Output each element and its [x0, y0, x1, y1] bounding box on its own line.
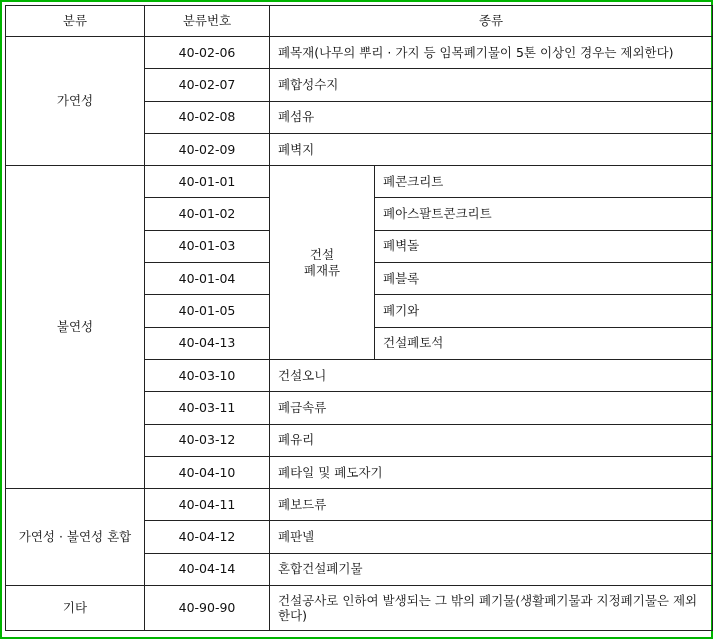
row-code: 40-02-06 — [145, 37, 270, 69]
group-combustible: 가연성 — [6, 37, 145, 166]
row-type: 폐금속류 — [270, 392, 713, 424]
construction-group-line-2: 폐재류 — [303, 262, 341, 278]
group-other: 기타 — [6, 586, 145, 631]
row-code: 40-02-07 — [145, 69, 270, 101]
row-code: 40-02-09 — [145, 133, 270, 165]
row-type: 폐블록 — [375, 263, 713, 295]
row-type: 폐목재(나무의 뿌리 · 가지 등 임목폐기물이 5톤 이상인 경우는 제외한다) — [270, 37, 713, 69]
row-type: 건설공사로 인하여 발생되는 그 밖의 폐기물(생활폐기물과 지정폐기물은 제외한다) — [270, 586, 713, 631]
row-code: 40-01-01 — [145, 166, 270, 198]
waste-classification-table — [5, 5, 713, 631]
row-code: 40-04-10 — [145, 456, 270, 488]
header-category: 분류 — [6, 6, 145, 37]
table-row — [6, 586, 713, 631]
row-type: 폐벽돌 — [375, 230, 713, 262]
row-code: 40-03-10 — [145, 359, 270, 391]
row-type: 혼합건설폐기물 — [270, 553, 713, 585]
row-code: 40-03-12 — [145, 424, 270, 456]
row-code: 40-01-04 — [145, 263, 270, 295]
row-code: 40-03-11 — [145, 392, 270, 424]
row-type: 폐섬유 — [270, 101, 713, 133]
group-incombustible: 불연성 — [6, 166, 145, 489]
row-code: 40-04-14 — [145, 553, 270, 585]
construction-group-line-1: 건설 — [309, 246, 335, 262]
header-row — [6, 6, 713, 37]
row-type: 폐콘크리트 — [375, 166, 713, 198]
table-row — [6, 489, 713, 521]
group-mixed: 가연성 · 불연성 혼합 — [6, 489, 145, 586]
row-code: 40-01-05 — [145, 295, 270, 327]
row-type: 폐판넬 — [270, 521, 713, 553]
row-type: 폐기와 — [375, 295, 713, 327]
header-type: 종류 — [270, 6, 713, 37]
row-type: 폐아스팔트콘크리트 — [375, 198, 713, 230]
row-type: 폐합성수지 — [270, 69, 713, 101]
row-type: 폐유리 — [270, 424, 713, 456]
table-row — [6, 37, 713, 69]
row-type: 건설폐토석 — [375, 327, 713, 359]
row-code: 40-01-03 — [145, 230, 270, 262]
construction-waste-group — [270, 166, 375, 360]
row-code: 40-90-90 — [145, 586, 270, 631]
row-type: 건설오니 — [270, 359, 713, 391]
row-code: 40-04-11 — [145, 489, 270, 521]
row-code: 40-01-02 — [145, 198, 270, 230]
row-code: 40-04-13 — [145, 327, 270, 359]
row-type: 폐타일 및 폐도자기 — [270, 456, 713, 488]
row-code: 40-02-08 — [145, 101, 270, 133]
row-type: 폐보드류 — [270, 489, 713, 521]
row-code: 40-04-12 — [145, 521, 270, 553]
header-code: 분류번호 — [145, 6, 270, 37]
table-row — [6, 166, 713, 198]
row-type: 폐벽지 — [270, 133, 713, 165]
